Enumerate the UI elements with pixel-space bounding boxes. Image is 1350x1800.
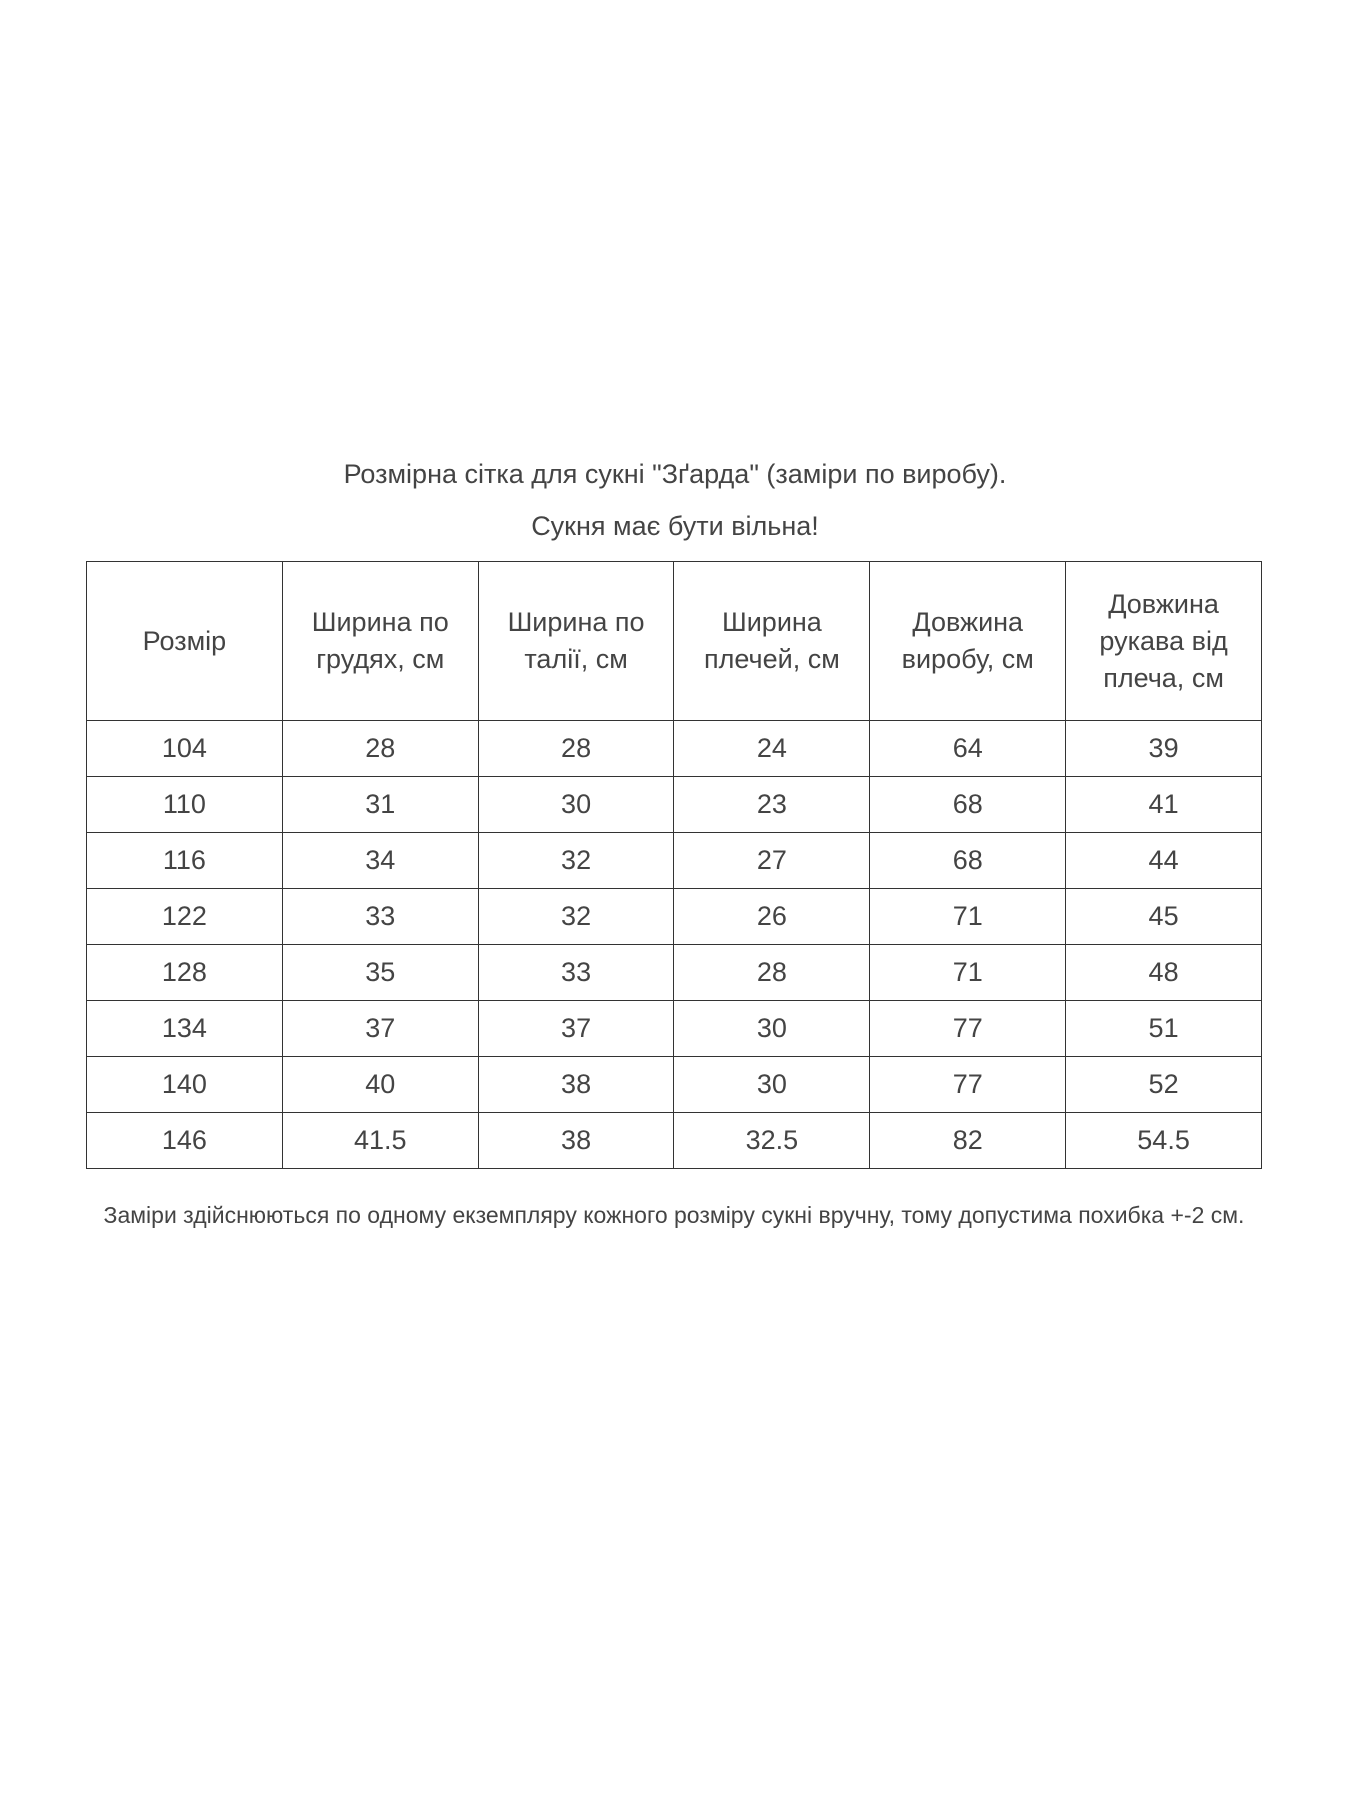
- table-cell: 32: [478, 889, 674, 945]
- table-cell: 28: [478, 721, 674, 777]
- table-cell: 45: [1066, 889, 1262, 945]
- table-row: [87, 945, 1262, 1001]
- table-cell: 30: [478, 777, 674, 833]
- table-cell: 41: [1066, 777, 1262, 833]
- table-cell: 33: [282, 889, 478, 945]
- table-cell: 71: [870, 945, 1066, 1001]
- table-cell: 52: [1066, 1057, 1262, 1113]
- table-header-row: [87, 562, 1262, 721]
- table-cell: 77: [870, 1057, 1066, 1113]
- table-cell: 35: [282, 945, 478, 1001]
- table-cell: 26: [674, 889, 870, 945]
- table-row: [87, 833, 1262, 889]
- table-cell: 140: [87, 1057, 283, 1113]
- table-cell: 44: [1066, 833, 1262, 889]
- table-cell: 51: [1066, 1001, 1262, 1057]
- table-cell: 28: [282, 721, 478, 777]
- table-cell: 71: [870, 889, 1066, 945]
- table-cell: 37: [282, 1001, 478, 1057]
- table-cell: 68: [870, 833, 1066, 889]
- header-waist-width: Ширина по талії, см: [478, 562, 674, 721]
- page-title: Розмірна сітка для сукні "Зґарда" (заміри по виробу).: [343, 459, 1007, 489]
- table-cell: 48: [1066, 945, 1262, 1001]
- table-cell: 33: [478, 945, 674, 1001]
- header-size: Розмір: [87, 562, 283, 721]
- table-cell: 134: [87, 1001, 283, 1057]
- table-cell: 24: [674, 721, 870, 777]
- table-cell: 128: [87, 945, 283, 1001]
- page-subtitle: Сукня має бути вільна!: [531, 511, 819, 541]
- table-cell: 82: [870, 1113, 1066, 1169]
- table-cell: 64: [870, 721, 1066, 777]
- table-cell: 27: [674, 833, 870, 889]
- table-cell: 37: [478, 1001, 674, 1057]
- table-cell: 23: [674, 777, 870, 833]
- header-chest-width: Ширина по грудях, см: [282, 562, 478, 721]
- measurement-note: Заміри здійснюються по одному екземпляру кожного розміру сукні вручну, тому допустима похибка +-2 см.: [103, 1202, 1245, 1228]
- table-row: [87, 1113, 1262, 1169]
- header-sleeve-length: Довжина рукава від плеча, см: [1066, 562, 1262, 721]
- table-cell: 38: [478, 1057, 674, 1113]
- table-cell: 28: [674, 945, 870, 1001]
- table-cell: 32.5: [674, 1113, 870, 1169]
- table-cell: 68: [870, 777, 1066, 833]
- table-cell: 38: [478, 1113, 674, 1169]
- table-row: [87, 721, 1262, 777]
- table-cell: 41.5: [282, 1113, 478, 1169]
- table-cell: 30: [674, 1057, 870, 1113]
- table-row: [87, 1057, 1262, 1113]
- table-row: [87, 1001, 1262, 1057]
- table-cell: 39: [1066, 721, 1262, 777]
- table-cell: 104: [87, 721, 283, 777]
- table-cell: 30: [674, 1001, 870, 1057]
- table-cell: 32: [478, 833, 674, 889]
- table-row: [87, 777, 1262, 833]
- table-cell: 146: [87, 1113, 283, 1169]
- table-cell: 116: [87, 833, 283, 889]
- header-shoulder-width: Ширина плечей, см: [674, 562, 870, 721]
- table-cell: 31: [282, 777, 478, 833]
- table-cell: 54.5: [1066, 1113, 1262, 1169]
- table-cell: 110: [87, 777, 283, 833]
- table-cell: 40: [282, 1057, 478, 1113]
- table-cell: 34: [282, 833, 478, 889]
- table-cell: 122: [87, 889, 283, 945]
- header-garment-length: Довжина виробу, см: [870, 562, 1066, 721]
- table-cell: 77: [870, 1001, 1066, 1057]
- table-row: [87, 889, 1262, 945]
- size-chart-table: [86, 561, 1262, 1169]
